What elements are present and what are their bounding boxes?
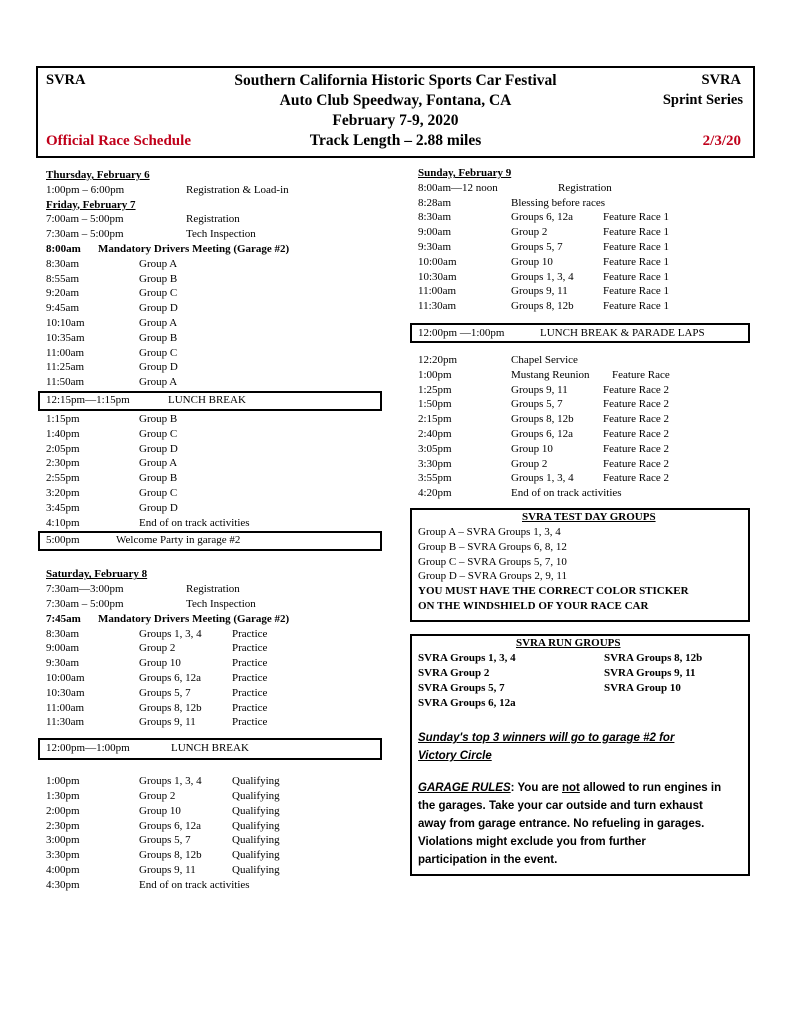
session-type: Qualifying [232, 819, 280, 832]
group: Group A [139, 317, 178, 329]
rules-text: allowed to run engines in [579, 782, 722, 794]
session-type: Practice [232, 686, 268, 699]
group: Group 2 [511, 226, 548, 239]
time: 8:00am [46, 243, 81, 255]
time: 9:00am [418, 226, 451, 239]
time: 7:45am [46, 612, 81, 625]
group: Group B [139, 472, 178, 485]
time: 3:30pm [418, 457, 452, 470]
day-heading: Friday, February 7 [46, 198, 136, 211]
activity: Registration & Load-in [186, 183, 289, 196]
note-line: Sunday's top 3 winners will go to garage #2 for [418, 732, 675, 744]
time: 2:30pm [46, 457, 80, 470]
time: 3:45pm [46, 501, 80, 514]
group: Groups 8, 12b [511, 300, 574, 313]
session-type: Practice [232, 716, 268, 729]
time: 7:30am—3:00pm [46, 583, 124, 596]
race: Feature Race 1 [603, 226, 669, 239]
run-group: SVRA Groups 1, 3, 4 [418, 652, 516, 664]
time: 8:30am [418, 211, 451, 224]
day-heading: Saturday, February 8 [46, 568, 148, 581]
time: 3:30pm [46, 849, 80, 862]
group: Groups 1, 3, 4 [511, 270, 574, 283]
time: 8:00am—12 noon [418, 181, 498, 194]
group: Groups 9, 11 [139, 864, 196, 876]
rules-line: away from garage entrance. No refueling in garages. [418, 818, 705, 830]
activity: Registration [186, 213, 240, 226]
group: Group 2 [139, 642, 176, 655]
lunch-text: LUNCH BREAK [171, 742, 249, 755]
time: 12:20pm [418, 354, 458, 366]
rules-line: the garages. Take your car outside and turn exhaust [418, 800, 703, 812]
group: Group B [139, 272, 178, 285]
run-group: SVRA Group 2 [418, 667, 490, 679]
race: Feature Race 2 [603, 413, 669, 426]
group: Groups 5, 7 [511, 398, 563, 411]
group-mapping: Group C – SVRA Groups 5, 7, 10 [418, 555, 567, 568]
time: 9:20am [46, 287, 79, 300]
group: Groups 5, 7 [139, 834, 191, 847]
session-type: Qualifying [232, 849, 280, 862]
race: Feature Race 2 [603, 472, 669, 485]
time: 1:00pm [418, 368, 452, 381]
group: Groups 1, 3, 4 [139, 775, 202, 788]
run-group: SVRA Groups 6, 12a [418, 697, 516, 709]
session-type: Practice [232, 627, 268, 640]
group: Groups 5, 7 [139, 686, 191, 699]
race: Feature Race 2 [603, 383, 669, 396]
time: 4:30pm [46, 878, 80, 891]
race: Feature Race 1 [603, 211, 669, 224]
race: Feature Race 1 [603, 285, 669, 298]
day-heading: Thursday, February 6 [46, 169, 150, 181]
session-type: Practice [232, 672, 268, 684]
group: Group 10 [139, 657, 181, 670]
race: Feature Race 2 [603, 457, 669, 470]
schedule-header [36, 66, 755, 158]
session-type: Qualifying [232, 775, 280, 788]
run-group: SVRA Groups 9, 11 [604, 667, 696, 679]
group: Group A [139, 376, 178, 389]
group: Group C [139, 346, 178, 359]
rules-line [418, 779, 754, 797]
group: Groups 1, 3, 4 [139, 627, 202, 640]
group-mapping: Group D – SVRA Groups 2, 9, 11 [418, 570, 568, 583]
time: 11:30am [418, 300, 457, 313]
group: Group B [139, 413, 178, 425]
group: Group 10 [511, 255, 553, 268]
session-type: Practice [232, 657, 268, 670]
svra-left-label: SVRA [46, 72, 86, 88]
group: End of on track activities [139, 516, 250, 529]
time: 1:25pm [418, 383, 452, 396]
group: Group C [139, 287, 178, 300]
time: 10:00am [418, 255, 457, 268]
time: 8:30am [46, 257, 79, 270]
party-text: Welcome Party in garage #2 [116, 534, 241, 547]
time: 9:45am [46, 302, 79, 315]
group: Groups 1, 3, 4 [511, 472, 574, 485]
time: 3:55pm [418, 472, 452, 485]
time: 4:20pm [418, 487, 452, 500]
event-venue: Auto Club Speedway, Fontana, CA [279, 92, 512, 109]
rules-text: : You are [510, 782, 562, 794]
group: Group B [139, 331, 178, 344]
group: Group 10 [511, 442, 553, 455]
activity: Mustang Reunion [511, 368, 590, 381]
time: 10:30am [46, 686, 85, 699]
time: 10:00am [46, 672, 85, 684]
time: 7:00am – 5:00pm [46, 213, 124, 226]
lunch-text: LUNCH BREAK & PARADE LAPS [540, 327, 705, 339]
group: Group C [139, 427, 178, 440]
note-line: Victory Circle [418, 750, 492, 762]
group: Groups 8, 12b [511, 413, 574, 426]
official-schedule-label: Official Race Schedule [46, 133, 191, 149]
activity: Chapel Service [511, 354, 578, 366]
time: 1:00pm [46, 775, 80, 788]
group: Group D [139, 442, 178, 455]
group: Groups 9, 11 [511, 285, 568, 298]
meeting-text: Mandatory Drivers Meeting (Garage #2) [98, 243, 290, 255]
group: Groups 6, 12a [139, 672, 202, 684]
group: Group 10 [139, 804, 181, 817]
rules-label: GARAGE RULES [418, 782, 511, 794]
time: 1:40pm [46, 427, 80, 440]
time: 10:30am [418, 270, 457, 283]
group: Group 2 [139, 790, 176, 802]
track-length: Track Length – 2.88 miles [309, 132, 482, 149]
time: 7:30am – 5:00pm [46, 598, 124, 610]
day-heading: Sunday, February 9 [418, 167, 512, 179]
race: Feature Race 1 [603, 300, 669, 313]
schedule-revision-date: 2/3/20 [702, 133, 741, 149]
activity: Registration [558, 181, 612, 194]
time: 1:15pm [46, 413, 80, 425]
activity: Registration [186, 583, 240, 596]
victory-circle-note [418, 729, 748, 765]
time: 1:50pm [418, 398, 452, 411]
group: Group 2 [511, 457, 548, 470]
session-type: Practice [232, 701, 268, 714]
race: Feature Race 2 [603, 398, 669, 411]
group: Groups 6, 12a [139, 819, 202, 832]
series-label: Sprint Series [662, 92, 743, 108]
time: 8:30am [46, 627, 79, 640]
group: Group A [139, 257, 178, 270]
session-type: Qualifying [232, 834, 280, 847]
time: 11:00am [46, 701, 85, 714]
race: Feature Race 2 [603, 428, 669, 440]
rules-line: participation in the event. [418, 854, 558, 866]
time: 8:28am [418, 196, 451, 209]
rules-line: Violations might exclude you from further [418, 836, 646, 848]
group: Groups 9, 11 [511, 383, 568, 396]
time: 12:00pm—1:00pm [46, 742, 130, 755]
session-type: Qualifying [232, 804, 280, 817]
time: 9:30am [418, 241, 451, 253]
garage-rules [418, 779, 754, 869]
time: 2:40pm [418, 428, 452, 440]
time: 5:00pm [46, 534, 80, 547]
time: 2:30pm [46, 819, 80, 832]
time: 2:05pm [46, 442, 80, 455]
rules-not: not [562, 782, 580, 794]
meeting-text: Mandatory Drivers Meeting (Garage #2) [98, 612, 290, 625]
time: 9:30am [46, 657, 79, 670]
time: 2:00pm [46, 804, 80, 817]
group: Groups 5, 7 [511, 241, 563, 253]
time: 3:00pm [46, 834, 80, 847]
race: Feature Race 1 [603, 270, 669, 283]
event-dates: February 7-9, 2020 [332, 112, 459, 129]
session-type: Qualifying [232, 790, 280, 802]
time: 11:30am [46, 716, 85, 729]
group: Group C [139, 487, 178, 499]
group-mapping: Group B – SVRA Groups 6, 8, 12 [418, 540, 567, 553]
group: Group D [139, 501, 178, 514]
race: Feature Race 1 [603, 241, 669, 253]
time: 3:05pm [418, 442, 452, 455]
time: 8:55am [46, 272, 79, 285]
right-column [418, 166, 758, 906]
group: Groups 8, 12b [139, 849, 202, 862]
box-title: SVRA RUN GROUPS [516, 637, 621, 649]
group: Groups 6, 12a [511, 428, 574, 440]
group: End of on track activities [511, 487, 622, 500]
group-mapping: Group A – SVRA Groups 1, 3, 4 [418, 526, 561, 538]
group: Group D [139, 361, 178, 374]
time: 9:00am [46, 642, 79, 655]
group: Groups 9, 11 [139, 716, 196, 729]
group: Groups 6, 12a [511, 211, 574, 224]
time: 1:30pm [46, 790, 80, 802]
lunch-text: LUNCH BREAK [168, 394, 246, 406]
race: Feature Race [612, 368, 670, 381]
race: Feature Race 2 [603, 442, 669, 455]
session-type: Practice [232, 642, 268, 655]
notice: YOU MUST HAVE THE CORRECT COLOR STICKER [418, 585, 689, 598]
left-column [46, 168, 386, 908]
group: Groups 8, 12b [139, 701, 202, 714]
race: Feature Race 1 [603, 255, 669, 268]
box-title: SVRA TEST DAY GROUPS [522, 511, 656, 523]
time: 1:00pm – 6:00pm [46, 183, 125, 196]
group: Group D [139, 302, 178, 315]
time: 11:50am [46, 376, 85, 389]
time: 4:10pm [46, 516, 80, 529]
time: 2:55pm [46, 472, 80, 485]
time: 7:30am – 5:00pm [46, 228, 124, 241]
time: 12:00pm —1:00pm [418, 327, 505, 339]
time: 12:15pm—1:15pm [46, 394, 130, 406]
time: 3:20pm [46, 487, 80, 499]
event-title: Southern California Historic Sports Car Festival [234, 72, 557, 89]
group: End of on track activities [139, 878, 250, 891]
time: 10:35am [46, 331, 85, 344]
notice: ON THE WINDSHIELD OF YOUR RACE CAR [418, 600, 649, 612]
activity: Tech Inspection [186, 228, 256, 241]
time: 11:25am [46, 361, 85, 374]
time: 4:00pm [46, 864, 80, 876]
group: Group A [139, 457, 178, 470]
time: 2:15pm [418, 413, 452, 426]
time: 11:00am [46, 346, 85, 359]
activity: Blessing before races [511, 196, 606, 209]
time: 10:10am [46, 317, 85, 329]
svra-right-label: SVRA [701, 72, 741, 88]
run-group: SVRA Groups 8, 12b [604, 652, 703, 664]
run-group: SVRA Group 10 [604, 682, 681, 694]
activity: Tech Inspection [186, 598, 256, 610]
time: 11:00am [418, 285, 457, 298]
session-type: Qualifying [232, 864, 280, 876]
run-group: SVRA Groups 5, 7 [418, 682, 505, 694]
